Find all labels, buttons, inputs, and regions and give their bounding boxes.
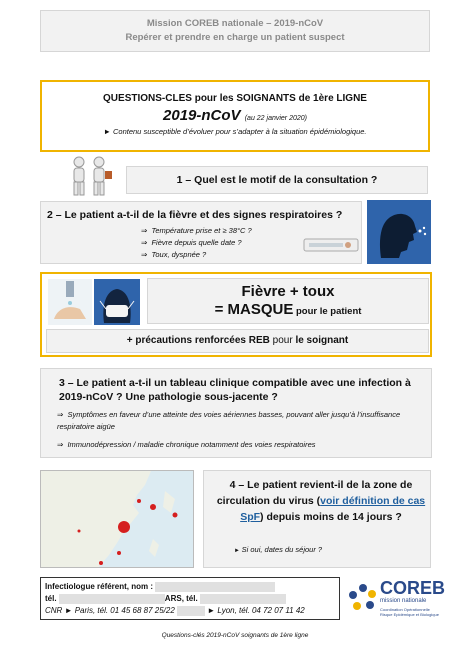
question-2: [40, 201, 362, 264]
bullet-stay-dates: ► Si oui, dates du séjour ?: [234, 545, 322, 554]
referent-tel-blank[interactable]: [59, 594, 165, 604]
map-graphic: [41, 471, 194, 568]
logo-subtitle: mission nationale: [380, 598, 427, 604]
question-4-title: 4 – Le patient revient-il de la zone de circulation du virus (voir définition de cas SpF) depuis moins de 14 jours ?: [216, 479, 426, 523]
questions-box: [40, 80, 430, 152]
question-3-bullets: [57, 409, 427, 451]
question-3: [40, 368, 432, 458]
questions-title: QUESTIONS-CLES pour les SOIGNANTS de 1ère LIGNE: [103, 93, 367, 104]
page-footer: Questions-clés 2019-nCoV soignants de 1ère ligne: [161, 632, 309, 639]
cnr-line: CNR ► Paris, tél. 01 45 68 87 25/22 ► Lyon, tél. 04 72 07 11 42: [45, 606, 305, 615]
map-point-seoul: [150, 504, 156, 510]
case-definition-link[interactable]: voir définition de cas SpF: [240, 495, 426, 523]
outbreak-map: [40, 470, 194, 568]
question-4: [203, 470, 431, 568]
ars-tel-blank[interactable]: [200, 594, 286, 604]
referent-name-blank[interactable]: [155, 582, 275, 592]
question-2-bullets: [141, 225, 252, 261]
fever-cough-label: Fièvre + toux: [241, 283, 335, 300]
thermometer-icon: [303, 236, 359, 254]
virus-title: 2019-nCoV (au 22 janvier 2020): [163, 107, 307, 124]
face-mask-icon: [94, 279, 140, 325]
mask-label: = MASQUE pour le patient: [214, 301, 362, 318]
coreb-logo: [348, 578, 446, 620]
bullet-temperature: ⇒ Température prise et ≥ 38°C ?: [141, 225, 252, 237]
map-point-tokyo: [173, 513, 178, 518]
header-line2: Repérer et prendre en charge un patient suspect: [125, 32, 345, 43]
referent-box: [40, 577, 340, 620]
reinforced-precautions: + précautions renforcées REB pour le soignant: [46, 329, 429, 353]
referent-line1: Infectiologue référent, nom :: [45, 581, 335, 593]
bullet-cough: ⇒ Toux, dyspnée ?: [141, 249, 252, 261]
logo-name: COREB: [380, 578, 446, 598]
header-line1: Mission COREB nationale – 2019-nCoV: [146, 18, 324, 29]
question-2-title: 2 – Le patient a-t-il de la fièvre et des signes respiratoires ?: [47, 209, 343, 221]
logo-subtitle-2: Coordination Opérationnelle Risque Epidémique et Biologique: [380, 607, 439, 617]
update-date: (au 22 janvier 2020): [244, 115, 307, 122]
map-point-bangkok: [99, 561, 103, 565]
map-point-west: [78, 530, 81, 533]
question-1: 1 – Quel est le motif de la consultation ?: [126, 166, 428, 194]
cnr-gap: [177, 606, 205, 616]
evolving-note: ► Contenu susceptible d’évoluer pour s’adapter à la situation épidémiologique.: [103, 127, 367, 136]
bullet-lower-airways: ⇒ Symptômes en faveur d’une atteinte des voies aériennes basses, pouvant aller jusqu’à l’insuffisance respiratoire aigüe: [57, 409, 427, 433]
bullet-immunodepression: ⇒ Immunodépression / maladie chronique notamment des voies respiratoires: [57, 439, 427, 451]
coreb-logo-icon: [348, 582, 378, 612]
bullet-fever-date: ⇒ Fièvre depuis quelle date ?: [141, 237, 252, 249]
map-point-beijing: [137, 499, 141, 503]
header-box: [40, 10, 430, 52]
people-illustration: [65, 155, 117, 197]
hand-sanitizer-icon: [48, 279, 92, 325]
mask-instruction: [147, 278, 429, 324]
map-point-wuhan: [118, 521, 130, 533]
question-3-title: 3 – Le patient a-t-il un tableau clinique compatible avec une infection à 2019-nCoV ? Une pathologie sous-jacente ?: [59, 377, 411, 403]
fever-cough-box: [40, 272, 432, 357]
map-point-south: [117, 551, 121, 555]
coughing-person-icon: [367, 200, 431, 264]
referent-line2: tél. ARS, tél.: [45, 593, 335, 605]
